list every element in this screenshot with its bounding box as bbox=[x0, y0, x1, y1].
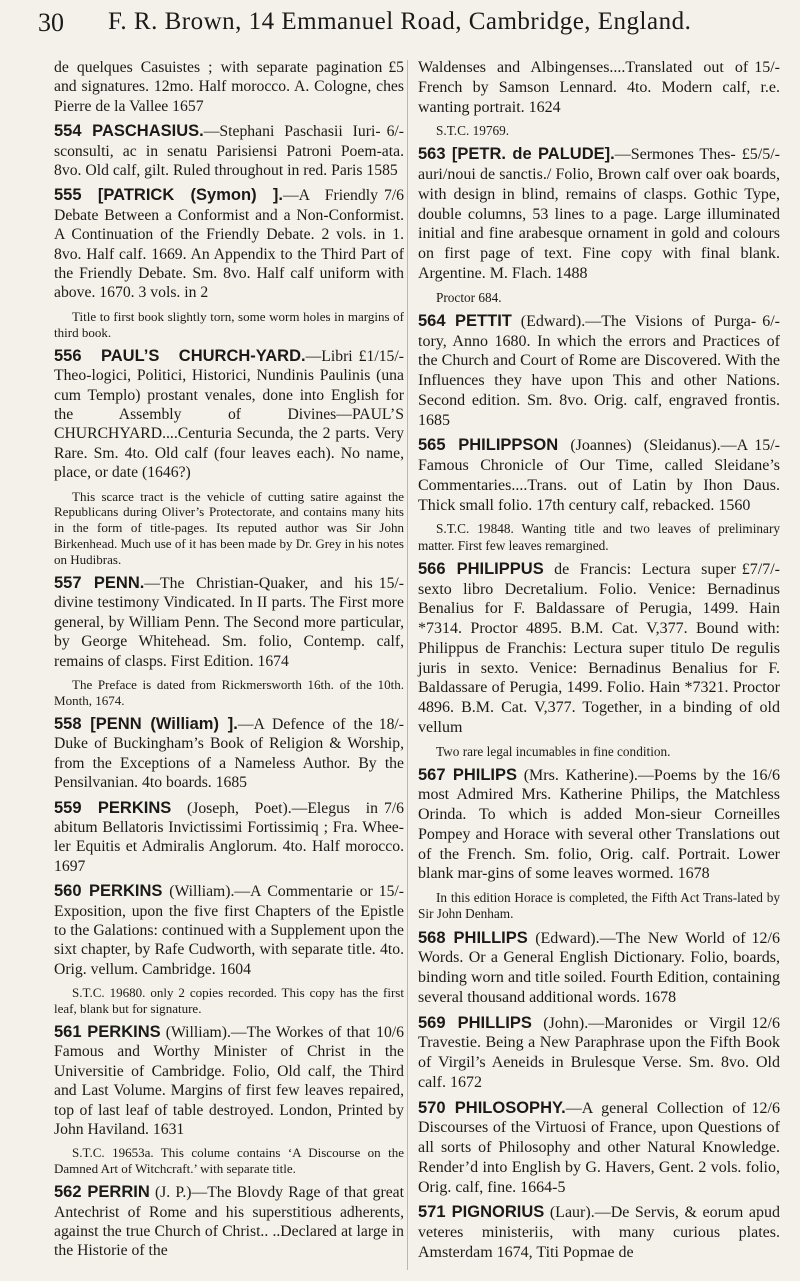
entry-text bbox=[418, 1014, 780, 1093]
catalogue-entry bbox=[54, 122, 404, 180]
catalogue-entry bbox=[418, 1014, 780, 1093]
entry-price: 12/6 bbox=[751, 1099, 780, 1117]
entry-description: (William).—A Commentarie or Exposition, upon the five first Chapters of the Epistle to the Galations: continued with a Supplement upon the sixt chapter, by Rafe Cudworth, with separate title. 4to. Orig. vellum. Cambridge. 1604 bbox=[54, 883, 404, 978]
entry-text bbox=[54, 58, 404, 116]
entry-note: Title to first book slightly torn, some worm holes in margins of third book. bbox=[54, 308, 404, 340]
entry-text bbox=[54, 799, 404, 877]
entry-heading: 557 PENN. bbox=[54, 574, 145, 593]
catalogue-entry bbox=[54, 1183, 404, 1261]
entry-heading: 561 PERKINS bbox=[54, 1023, 161, 1041]
entry-description: (Mrs. Katherine).—Poems by the most Admired Mrs. Katherine Philips, the Matchless Orinda. To which is added Mon-sieur Corneilles Pompey and Horace with several other Translations out of the French. Sm. folio, Orig. calf. Portrait. Lower blank mar-gins of some leaves wormed. 1678 bbox=[418, 766, 780, 883]
entry-description: —Sermones Thes-auri/noui de sanctis./ Folio, Brown calf over oak boards, with design in blind, remains of clasps. Gothic Type, double columns, 53 lines to a page. Large illuminated initial and fine arabesque ornament in gold and colours on first page of text. Fine copy with final blank. Argentine. M. Flach. 1488 bbox=[418, 146, 780, 282]
entry-description: (Laur).—De Servis, & eorum apud veteres ministeriis, with many curious plates. Amsterdam 1674, Titi Popmae de bbox=[418, 1204, 781, 1261]
entry-price: 12/6 bbox=[751, 929, 780, 947]
entry-text bbox=[54, 882, 404, 979]
entry-note: This scarce tract is the vehicle of cutting satire against the Republicans during Oliver’s Protectorate, and contains many hits in the form of title-pages. Its reputed author was Sir John Birkenhead. Much use of it has been made by Dr. Grey in his notes on Hudibras. bbox=[54, 488, 404, 568]
page-header bbox=[0, 0, 800, 58]
running-head: F. R. Brown, 14 Emmanuel Road, Cambridge, England. bbox=[108, 8, 692, 35]
entry-text bbox=[418, 145, 780, 283]
catalogue-entry bbox=[54, 715, 404, 793]
entry-price: 16/6 bbox=[751, 766, 780, 784]
entry-heading: 559 PERKINS bbox=[54, 798, 172, 817]
entry-text bbox=[418, 1099, 780, 1198]
entry-note: Proctor 684. bbox=[436, 289, 502, 305]
entry-description: (Edward).—The Visions of Purga-tory, Anno 1680. In which the errors and Practices of the Church and Court of Rome are Discovered. With the Influences they have upon This and other Nations. Second edition. Sm. 8vo. Orig. calf, engraved frontis. 1685 bbox=[418, 312, 780, 429]
entry-note: S.T.C. 19769. bbox=[436, 123, 510, 139]
entry-heading: 567 PHILIPS bbox=[418, 765, 517, 784]
left-column bbox=[54, 58, 404, 1267]
entry-heading: 560 PERKINS bbox=[54, 882, 163, 901]
entry-text bbox=[54, 347, 404, 483]
entry-price: £5/5/- bbox=[741, 146, 780, 164]
entry-price: 10/6 bbox=[376, 1024, 404, 1041]
entry-heading: 566 PHILIPPUS bbox=[418, 559, 544, 578]
column-divider bbox=[407, 60, 408, 1270]
entry-text bbox=[418, 312, 780, 431]
entry-text bbox=[418, 560, 780, 738]
catalogue-entry bbox=[418, 145, 780, 305]
entry-heading: 556 PAUL’S CHURCH-YARD. bbox=[54, 346, 306, 365]
entry-note: S.T.C. 19848. Wanting title and two leaves of preliminary matter. First few leaves remargined. bbox=[418, 521, 780, 553]
entry-price: £1/15/- bbox=[358, 347, 404, 365]
entry-price: 6/- bbox=[762, 312, 780, 330]
entry-description: —A Friendly Debate Between a Conformist and a Non-Conformist. A Continuation of the Friendly Debate. 2 vols. in 1. 8vo. Half calf. 1669. An Appendix to the Third Part of the Friendly Debate. Sm. 8vo. Half calf uniform with above. 1670. 3 vols. in 2 bbox=[54, 187, 404, 302]
entry-heading: 555 [PATRICK (Symon) ]. bbox=[54, 186, 283, 205]
entry-price: 15/- bbox=[754, 437, 780, 455]
page-number: 30 bbox=[38, 8, 64, 37]
entry-description: (J. P.)—The Blovdy Rage of that great Antechrist of Rome and his superstitious adherents, against the true Church of Christ.. ..Declared at large in the Historie of the bbox=[54, 1184, 404, 1260]
entry-note: S.T.C. 19680. only 2 copies recorded. This copy has the first leaf, blank but for signature. bbox=[54, 985, 404, 1017]
entry-text bbox=[418, 58, 780, 117]
entry-note: In this edition Horace is completed, the Fifth Act Trans-lated by Sir John Denham. bbox=[418, 890, 780, 922]
catalogue-entry bbox=[418, 436, 780, 553]
entry-price: £7/7/- bbox=[741, 560, 780, 578]
catalogue-entry bbox=[54, 58, 404, 116]
entry-heading: 571 PIGNORIUS bbox=[418, 1203, 545, 1222]
entry-description: de Francis: Lectura super sexto libro Decretalium. Folio. Venice: Bernadinus Benalius for F. Baldassare of Perugia, 1499. Hain *7314. Proctor 4895. B.M. Cat. V,377. Bound with: Philippus de Franchis: Lectura super titulo De regulis juris in sexto. Venice: Bernadinus Benalius for F. Baldassare of Perugia, 1499. Folio. Hain *7321. Proctor 4896. B.M. Cat. V,377. Together, in a binding of old vellum bbox=[418, 560, 780, 736]
entry-description: (Edward).—The New World of Words. Or a General English Dictionary. Folio, boards, binding worn and title soiled. Fourth Edition, containing several thousand additional words. 1678 bbox=[418, 929, 780, 1006]
entry-description: (Joseph, Poet).—Elegus in abitum Bellatoris Invictissimi Fortissimiq ; Fra. Whee-ler Equitis et Admiralis Anglorum. 4to. Half morocco. 1697 bbox=[54, 799, 404, 875]
entry-price: 15/- bbox=[378, 883, 404, 901]
entry-price: 6/- bbox=[386, 123, 404, 141]
entry-description: Waldenses and Albingenses....Translated out of French by Samson Lennard. 4to. Modern calf, r.e. wanting portrait. 1624 bbox=[418, 59, 780, 116]
entry-price: 7/6 bbox=[383, 799, 404, 817]
entry-heading: 565 PHILIPPSON bbox=[418, 436, 559, 455]
entry-text bbox=[418, 766, 780, 885]
entry-description: (William).—The Workes of that Famous and Worthy Minister of Christ in the Universitie of Cambridge. Folio, Old calf, the Third and Last Volume. Margins of first few leaves repaired, top of last leaf of table destroyed. London, Printed by John Haviland. 1631 bbox=[54, 1024, 404, 1139]
catalogue-entry bbox=[54, 574, 404, 709]
catalogue-entry bbox=[418, 1099, 780, 1198]
entry-description: (Joannes) (Sleidanus).—A Famous Chronicle of Our Time, called Sleidane’s Commentaries....Trans. out of Latin by Ihon Daus. Thick small folio. 17th century calf, rebacked. 1560 bbox=[418, 437, 780, 514]
entry-note: Two rare legal incumables in fine condition. bbox=[436, 743, 671, 759]
entry-text bbox=[54, 715, 404, 793]
entry-note: The Preface is dated from Rickmersworth 16th. of the 10th. Month, 1674. bbox=[54, 677, 404, 708]
entry-price: £5 bbox=[388, 59, 404, 76]
entry-description: —The Christian-Quaker, and his divine testimony Vindicated. In II parts. The First more general, by William Penn. The Second more particular, by George Whitehead. Sm. folio, Contemp. calf, remains of clasps. First Edition. 1674 bbox=[54, 575, 404, 670]
entry-text bbox=[54, 574, 404, 671]
entry-heading: 554 PASCHASIUS. bbox=[54, 122, 204, 141]
catalogue-entry bbox=[418, 312, 780, 431]
entry-description: (John).—Maronides or Virgil Travestie. Being a New Paraphrase upon the Fifth Book of Virgil’s Aeneids in Brulesque Verse. Sm. 8vo. Old calf. 1672 bbox=[418, 1014, 780, 1091]
catalogue-entry bbox=[54, 1023, 404, 1177]
entry-text bbox=[54, 186, 404, 302]
entry-heading: 568 PHILLIPS bbox=[418, 928, 528, 947]
entry-price: 15/- bbox=[378, 575, 404, 593]
entry-description: de quelques Casuistes ; with separate pagination and signatures. 12mo. Half morocco. A. Cologne, ches Pierre de la Vallee 1657 bbox=[54, 59, 404, 115]
entry-heading: 558 [PENN (William) ]. bbox=[54, 714, 238, 733]
entry-text bbox=[418, 929, 780, 1008]
entry-text bbox=[418, 1203, 780, 1262]
entry-description: —A Defence of the Duke of Buckingham’s Book of Religion & Worship, from the Exceptions of a Nameless Author. By the Pensilvanian. 4to boards. 1685 bbox=[54, 715, 404, 792]
entry-heading: 569 PHILLIPS bbox=[418, 1013, 532, 1032]
entry-text bbox=[54, 1183, 404, 1261]
catalogue-entry bbox=[54, 186, 404, 340]
entry-price: 15/- bbox=[754, 59, 780, 76]
catalogue-entry bbox=[418, 58, 780, 139]
entry-price: 12/6 bbox=[751, 1014, 780, 1032]
catalogue-entry bbox=[418, 929, 780, 1008]
catalogue-entry bbox=[54, 882, 404, 1017]
entry-text bbox=[54, 122, 404, 180]
catalogue-entry bbox=[54, 347, 404, 568]
entry-price: 7/6 bbox=[383, 187, 404, 205]
right-column bbox=[418, 58, 780, 1269]
catalogue-entry bbox=[418, 560, 780, 760]
catalogue-entry bbox=[418, 1203, 780, 1262]
entry-note: S.T.C. 19653a. This colume contains ‘A Discourse on the Damned Art of Witchcraft.’ with separate title. bbox=[54, 1145, 404, 1177]
entry-heading: 563 [PETR. de PALUDE]. bbox=[418, 145, 615, 164]
entry-text bbox=[54, 1023, 404, 1139]
entry-price: 18/- bbox=[378, 715, 404, 733]
catalogue-entry bbox=[418, 766, 780, 923]
entry-text bbox=[418, 436, 780, 515]
entry-description: —A general Collection of Discourses of the Virtuosi of France, upon Questions of all sorts of Philosophy and other Natural Knowledge. Render’d into English by G. Havers, Gent. 2 vols. folio, Orig. calf, fine. 1664-5 bbox=[418, 1099, 780, 1196]
entry-description: —Stephani Paschasii Iuri-sconsulti, ac in senatu Parisiensi Patroni Poem-ata. 8vo. Old calf, gilt. Ruled throughout in red. Paris 1585 bbox=[54, 123, 404, 180]
entry-description: —Libri Theo-logici, Politici, Historici, Nundinis Paulinis (una cum Templo) prostant venales, done into English for the Assembly of Divines—PAUL’S CHURCHYARD....Centuria Secunda, the 2 parts. Very Rare. Sm. 4to. Old calf (four leaves each). No name, place, or date (1646?) bbox=[54, 347, 404, 482]
entry-heading: 562 PERRIN bbox=[54, 1183, 150, 1202]
entry-heading: 570 PHILOSOPHY. bbox=[418, 1098, 566, 1117]
entry-heading: 564 PETTIT bbox=[418, 311, 512, 330]
catalogue-entry bbox=[54, 799, 404, 877]
